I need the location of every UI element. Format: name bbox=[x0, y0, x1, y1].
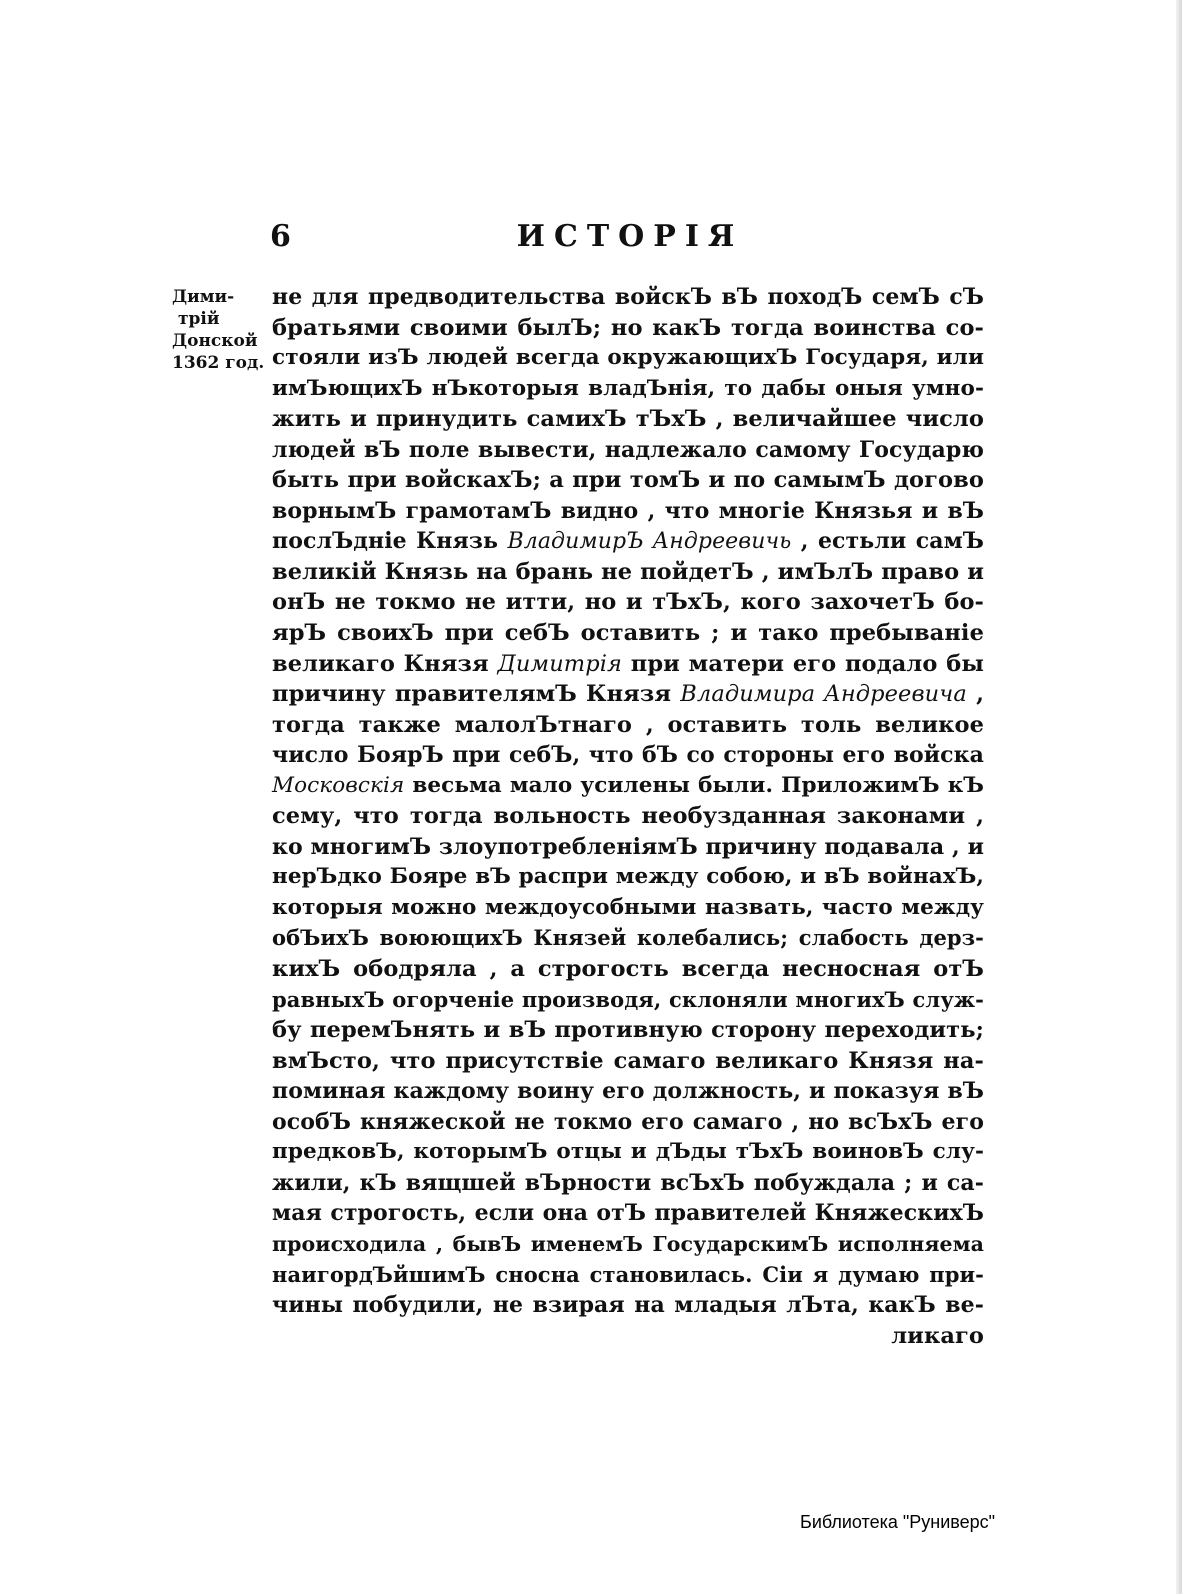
text-line bbox=[272, 404, 984, 435]
text-line bbox=[272, 832, 984, 863]
text-segment: , естьли самЪ bbox=[791, 528, 984, 555]
text-segment: весьма мало усилены были. ПриложимЪ кЪ bbox=[404, 772, 984, 798]
text-line bbox=[272, 465, 984, 496]
text-line bbox=[272, 801, 984, 832]
text-line bbox=[272, 343, 984, 374]
text-segment: при матери его подало бы bbox=[622, 650, 984, 677]
text-line bbox=[272, 587, 984, 618]
text-line bbox=[272, 313, 984, 344]
page-number: 6 bbox=[270, 219, 291, 254]
italic-name: Димитрія bbox=[497, 650, 623, 677]
text-segment: мая строгость, если она отЪ правителей КняжескихЪ bbox=[272, 1200, 984, 1227]
text-line bbox=[272, 771, 984, 802]
text-line bbox=[272, 1290, 984, 1321]
text-segment: жить и принудить самихЪ тЪхЪ , величайшее число bbox=[272, 406, 984, 433]
text-segment: происходила , бывЪ именемЪ ГосударскимЪ исполняема bbox=[272, 1231, 984, 1256]
text-line bbox=[272, 496, 984, 527]
italic-name: Московскія bbox=[272, 772, 405, 798]
running-title: ИСТОРІЯ bbox=[516, 219, 744, 254]
text-line bbox=[272, 557, 984, 588]
text-segment: быть при войскахЪ; а при томЪ и по самымЪ догово bbox=[272, 467, 984, 494]
text-segment: кихЪ ободряла , а строгость всегда несносная отЪ bbox=[272, 956, 984, 983]
text-line bbox=[272, 893, 984, 924]
text-line bbox=[272, 618, 984, 649]
text-line bbox=[272, 710, 984, 741]
text-segment: тогда также малолЪтнаго , оставить толь великое bbox=[272, 711, 984, 738]
text-segment: не для предводительства войскЪ вЪ походЪ семЪ сЪ bbox=[272, 284, 984, 310]
text-line bbox=[272, 1260, 984, 1291]
text-segment: ярЪ своихЪ при себЪ оставить ; и тако пребываніе bbox=[272, 620, 984, 647]
text-segment: особЪ княжеской не токмо его самаго , но всЪхЪ его bbox=[272, 1108, 984, 1135]
text-segment: причину правителямЪ Князя bbox=[272, 681, 681, 708]
text-segment: число БоярЪ при себЪ, что бЪ со стороны его войска bbox=[272, 742, 984, 769]
body-text bbox=[272, 282, 984, 1351]
text-segment: ликаго bbox=[891, 1322, 984, 1349]
text-line bbox=[272, 1137, 984, 1168]
text-line bbox=[272, 1321, 984, 1352]
italic-name: ВладимирЪ Андреевичь bbox=[507, 529, 792, 555]
text-segment: предковЪ, которымЪ отцы и дЪды тЪхЪ воиновЪ слу- bbox=[272, 1139, 984, 1165]
text-segment: которыя можно междоусобными назвать, часто между bbox=[272, 894, 984, 920]
text-line bbox=[272, 1046, 984, 1077]
library-watermark: Библиотека "Руниверс" bbox=[800, 1512, 996, 1532]
text-segment: бу перемЪнять и вЪ противную сторону переходить; bbox=[272, 1017, 984, 1044]
text-segment: великій Князь на брань не пойдетЪ , имЪлЪ право и bbox=[272, 558, 984, 585]
text-line bbox=[272, 649, 984, 680]
text-segment: , bbox=[966, 681, 985, 708]
page-edge-shadow bbox=[1176, 0, 1182, 1594]
text-segment: ко многимЪ злоупотребленіямЪ причину подавала , и bbox=[272, 833, 984, 860]
text-segment: жили, кЪ вящшей вЪрности всЪхЪ побуждала ; и са- bbox=[272, 1169, 984, 1196]
text-segment: обЪихЪ воюющихЪ Князей колебались; слабость дерз- bbox=[272, 925, 984, 951]
text-line bbox=[272, 954, 984, 985]
text-line bbox=[272, 1015, 984, 1046]
margin-note-line: трій bbox=[178, 309, 220, 329]
text-line bbox=[272, 679, 984, 710]
text-segment: имЪющихЪ нЪкоторыя владЪнія, то дабы оныя умно- bbox=[272, 375, 984, 401]
text-line bbox=[272, 435, 984, 466]
text-segment: людей вЪ поле вывести, надлежало самому Государю bbox=[272, 436, 984, 463]
text-line bbox=[272, 740, 984, 771]
text-segment: вмЪсто, что присутствіе самаго великаго Князя на- bbox=[272, 1047, 984, 1074]
text-segment: нерЪдко Бояре вЪ распри между собою, и вЪ войнахЪ, bbox=[272, 864, 984, 890]
text-segment: онЪ не токмо не итти, но и тЪхЪ, кого захочетЪ бо- bbox=[272, 589, 984, 616]
text-segment: стояли изЪ людей всегда окружающихЪ Государя, или bbox=[272, 345, 984, 371]
text-segment: великаго Князя bbox=[272, 650, 498, 677]
text-line bbox=[272, 374, 984, 405]
text-line bbox=[272, 923, 984, 954]
text-segment: послЪдніе Князь bbox=[272, 528, 508, 555]
margin-note bbox=[172, 286, 272, 374]
text-line bbox=[272, 526, 984, 557]
text-line bbox=[272, 1229, 984, 1260]
text-segment: братьями своими былЪ; но какЪ тогда воинства со- bbox=[272, 314, 984, 341]
text-segment: сему, что тогда вольность необузданная законами , bbox=[272, 803, 984, 830]
text-line bbox=[272, 1107, 984, 1138]
italic-name: Владимира Андреевича bbox=[680, 681, 967, 708]
text-line bbox=[272, 282, 984, 313]
text-segment: равныхЪ огорченіе производя, склоняли многихЪ служ- bbox=[272, 986, 984, 1012]
text-segment: наигордЪйшимЪ сносна становилась. Сіи я думаю при- bbox=[272, 1261, 984, 1287]
text-segment: ворнымЪ грамотамЪ видно , что многіе Князья и вЪ bbox=[272, 497, 984, 524]
margin-note-line: 1362 год. bbox=[172, 353, 265, 373]
margin-note-line: Донской bbox=[172, 331, 258, 351]
text-segment: чины побудили, не взирая на младыя лЪта, какЪ ве- bbox=[272, 1292, 984, 1319]
text-segment: поминая каждому воину его должность, и показуя вЪ bbox=[272, 1078, 984, 1105]
text-line bbox=[272, 1076, 984, 1107]
text-line bbox=[272, 1168, 984, 1199]
margin-note-line: Дими- bbox=[172, 287, 235, 307]
text-line bbox=[272, 1198, 984, 1229]
text-line bbox=[272, 862, 984, 893]
text-line bbox=[272, 985, 984, 1016]
